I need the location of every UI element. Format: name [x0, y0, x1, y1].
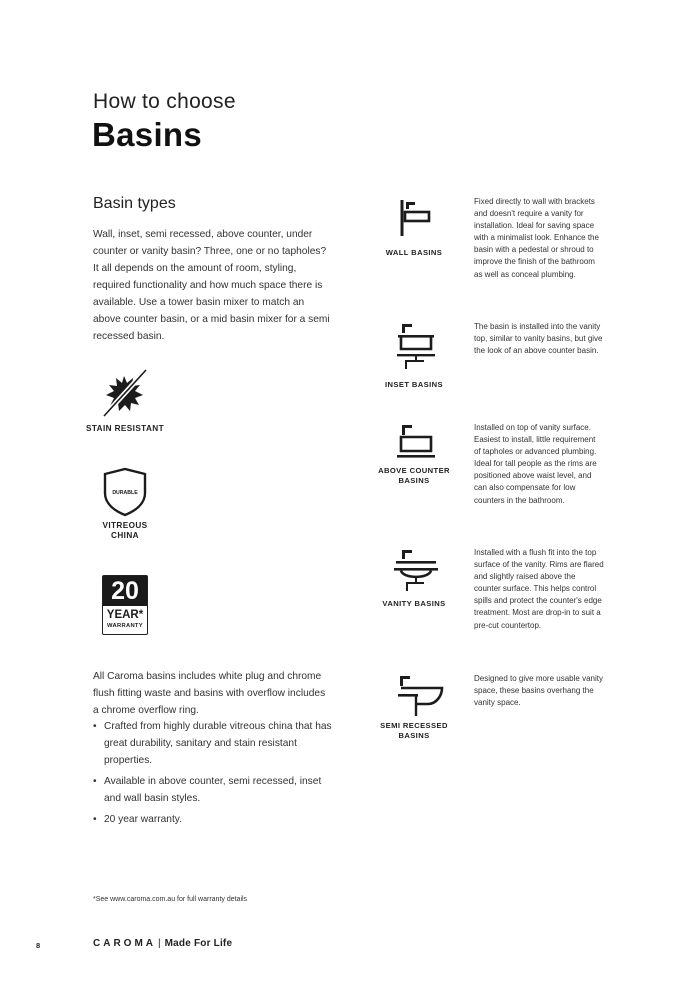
- page-title: Basins: [92, 116, 203, 153]
- summary-paragraph: All Caroma basins includes white plug and chrome flush fitting waste and basins with overflow includes a chrome overflow ring.: [93, 671, 326, 716]
- list-item: • Crafted from highly durable vitreous china that has great durability, sanitary and stain resistant properties.: [93, 718, 333, 769]
- durable-badge-text: DURABLE: [112, 490, 138, 496]
- wall-basins-label: WALL BASINS: [385, 248, 443, 257]
- warranty-number: 20: [103, 576, 147, 606]
- warranty-badge: [102, 575, 148, 635]
- wall-basin-icon: [398, 198, 434, 243]
- list-item: • 20 year warranty.: [93, 811, 333, 828]
- brand-logo: CAROMA: [93, 938, 156, 949]
- stain-resistant-label: STAIN RESISTANT: [85, 424, 165, 433]
- inset-basins-label: INSET BASINS: [385, 380, 443, 389]
- above-counter-basins-description: Installed on top of vanity surface. Easiest to install, little requirement of tapholes or advanced plumbing. Ideal for tall people as the rims are positioned above waist level, and can also compensate for low counters in the bathroom.: [474, 423, 597, 505]
- page-number: 8: [36, 941, 41, 950]
- above-counter-label-line2: BASINS: [398, 476, 430, 485]
- vitreous-label-line2: CHINA: [111, 531, 139, 540]
- inset-basins-description: The basin is installed into the vanity top, similar to vanity basins, but give the look of an above counter basin.: [474, 322, 603, 356]
- list-item: • Available in above counter, semi recessed, inset and wall basin styles.: [93, 773, 333, 807]
- section-heading: Basin types: [93, 195, 176, 212]
- warranty-year: YEAR*: [106, 609, 144, 621]
- durable-shield-icon: [102, 467, 148, 522]
- above-counter-basins-label: [359, 466, 469, 486]
- above-counter-label-line1: ABOVE COUNTER: [378, 466, 450, 475]
- brand-footer: [93, 938, 232, 949]
- warranty-word: WARRANTY: [107, 623, 143, 629]
- vanity-basins-label: VANITY BASINS: [382, 599, 446, 608]
- above-counter-basin-icon: [396, 423, 436, 468]
- wall-basins-description: Fixed directly to wall with brackets and doesn't require a vanity for installation. Ideal for saving space with a minimalist look. Enhance the basin with a pedestal or shroud to improve the finish of the bathroom as well as conceal plumbing.: [474, 197, 599, 279]
- brand-separator: |: [158, 938, 161, 949]
- semi-recessed-label-line2: BASINS: [398, 731, 430, 740]
- intro-paragraph: Wall, inset, semi recessed, above counter, under counter or vanity basin? Three, one or no tapholes? It all depends on the amount of room, styling, required functionality and how much space there is available. Use a tower basin mixer to match an above counter basin, or a mid basin mixer for a semi recessed basin.: [93, 229, 330, 342]
- vitreous-china-label: [72, 521, 178, 541]
- brand-tagline: Made For Life: [164, 938, 233, 949]
- inset-basin-icon: [396, 322, 436, 379]
- vanity-basins-description: Installed with a flush fit into the top surface of the vanity. Rims are flared and slightly raised above the counter surface. This helps control spills and protect the counter's edge treatment. Most are drop-in to suit a pre-cut countertop.: [474, 548, 604, 630]
- stain-resistant-icon: [98, 366, 152, 427]
- semi-recessed-basins-description: Designed to give more usable vanity space, these basins overhang the vanity space.: [474, 674, 603, 708]
- vanity-basin-icon: [394, 548, 438, 599]
- page-pretitle: How to choose: [93, 90, 236, 113]
- warranty-footnote: *See www.caroma.com.au for full warranty details: [93, 896, 248, 903]
- semi-recessed-basin-icon: [398, 674, 444, 723]
- semi-recessed-basins-label: [359, 721, 469, 741]
- semi-recessed-label-line1: SEMI RECESSED: [380, 721, 448, 730]
- vitreous-label-line1: VITREOUS: [102, 521, 148, 530]
- summary-bullets: [93, 718, 333, 832]
